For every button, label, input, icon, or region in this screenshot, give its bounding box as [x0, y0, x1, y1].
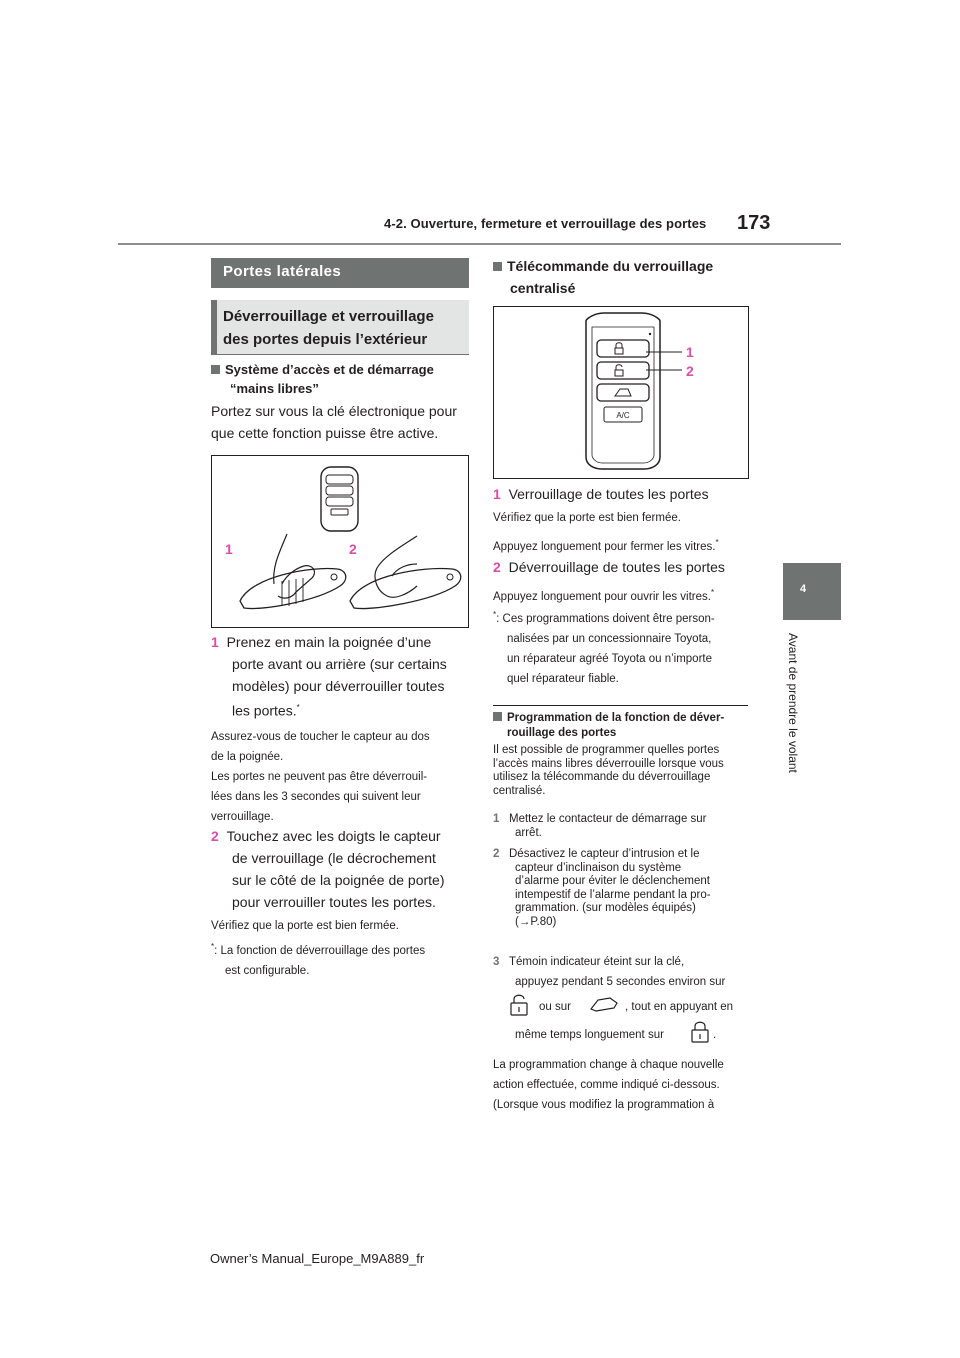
- step-1: 1 Prenez en main la poignée d’une porte avant ou arrière (sur certains modèles) pour déverrouiller toutes les portes.*: [211, 634, 447, 719]
- ac-button-label: A/C: [616, 411, 630, 420]
- lock-icon: [688, 1020, 712, 1044]
- door-handle-figure: [211, 455, 469, 628]
- step-2-note: Vérifiez que la porte est bien fermée.: [211, 920, 399, 932]
- square-bullet-icon: [211, 365, 220, 374]
- smart-key-icon: [586, 313, 660, 469]
- square-bullet-icon: [493, 712, 502, 721]
- prog-step-1: 1 Mettez le contacteur de démarrage sur arrêt.: [493, 813, 707, 839]
- running-header: 4-2. Ouverture, fermeture et verrouillage des portes: [384, 216, 707, 231]
- remote-title: Télécommande du verrouillage centralisé: [493, 255, 713, 299]
- key-figure: [493, 306, 749, 479]
- item-1-note-2: Appuyez longuement pour fermer les vitres.*: [493, 538, 719, 553]
- section-heading: Portes latérales: [211, 258, 469, 288]
- key-illustration: [494, 307, 748, 478]
- footer-text: Owner’s Manual_Europe_M9A889_fr: [210, 1251, 425, 1266]
- smart-key-icon: [321, 467, 358, 531]
- door-handle-illustration: [212, 456, 468, 627]
- figure-label-1: 1: [225, 541, 233, 557]
- square-bullet-icon: [493, 262, 502, 271]
- left-footnote: *: La fonction de déverrouillage des portes est configurable.: [211, 942, 426, 977]
- chapter-title-vertical: [788, 633, 800, 793]
- chapter-title: Avant de prendre le volant: [786, 633, 800, 773]
- prog-step-2: 2 Désactivez le capteur d’intrusion et le capteur d’inclinaison du système d’alarme pour éviter le déclenchement intempestif de l’alarme pendant la pro- grammation. (sur modèles équipés) (→P.80): [493, 848, 711, 928]
- key-label-1: 1: [686, 344, 694, 360]
- system-title: Système d’accès et de démarrage “mains libres”: [211, 360, 434, 398]
- step-1-note: Assurez-vous de toucher le capteur au dos de la poignée. Les portes ne peuvent pas être déverrouil- lées dans les 3 secondes qui suivent leur verrouillage.: [211, 731, 430, 823]
- back-door-icon: [588, 994, 620, 1014]
- page-number: 173: [737, 212, 771, 234]
- prog-step-3: 3 Témoin indicateur éteint sur la clé, appuyez pendant 5 secondes environ sur: [493, 956, 726, 988]
- section-divider: [493, 705, 748, 706]
- item-2-note: Appuyez longuement pour ouvrir les vitres.*: [493, 588, 715, 603]
- step-3-dot: .: [713, 1029, 717, 1041]
- sub-heading: [211, 300, 469, 355]
- step-2: 2 Touchez avec les doigts le capteur de verrouillage (le décrochement sur le côté de la poignée de porte) pour verrouiller toutes les portes.: [211, 828, 445, 910]
- intro-text: Portez sur vous la clé électronique pour que cette fonction puisse être active.: [211, 403, 457, 441]
- sub-heading-line-2: des portes depuis l’extérieur: [223, 331, 428, 348]
- programming-title: Programmation de la fonction de déver- rouillage des portes: [493, 711, 724, 741]
- item-1-note: Vérifiez que la porte est bien fermée.: [493, 512, 681, 524]
- chapter-number: 4: [799, 583, 807, 595]
- or-text: ou sur: [539, 1001, 571, 1013]
- door-handle-left-icon: [240, 534, 346, 609]
- header-rule: [118, 243, 841, 245]
- sub-heading-line-1: Déverrouillage et verrouillage: [223, 308, 434, 325]
- step-3-last: même temps longuement sur: [515, 1029, 664, 1041]
- figure-label-2: 2: [349, 541, 357, 557]
- key-label-2: 2: [686, 363, 694, 379]
- step-3-tail: , tout en appuyant en: [625, 1001, 734, 1013]
- item-2: 2 Déverrouillage de toutes les portes: [493, 559, 725, 575]
- unlock-icon: [506, 993, 532, 1017]
- closing-text: La programmation change à chaque nouvelle action effectuée, comme indiqué ci-dessous. (Lorsque vous modifiez la programmation à: [493, 1059, 724, 1111]
- programming-intro: Il est possible de programmer quelles portes l’accès mains libres déverrouille lorsque vous utilisez la télécommande du déverrouillage centralisé.: [493, 744, 724, 797]
- item-1: 1 Verrouillage de toutes les portes: [493, 486, 709, 502]
- door-handle-right-icon: [350, 536, 461, 609]
- right-footnote: *: Ces programmations doivent être person- nalisées par un concessionnaire Toyota, un réparateur agréé Toyota ou n’importe quel réparateur fiable.: [493, 610, 715, 685]
